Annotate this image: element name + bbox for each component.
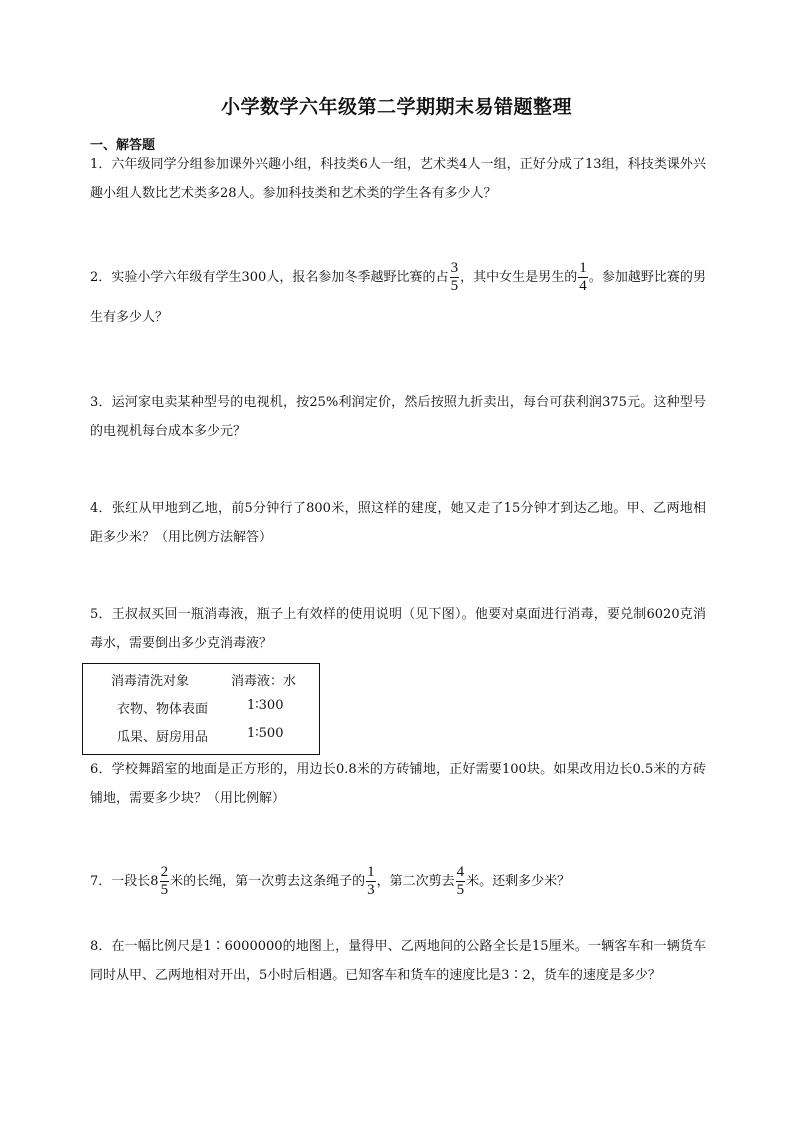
fraction-numerator: 3 [450,260,459,276]
fraction-numerator: 4 [456,864,465,880]
question-number: 5． [90,607,112,622]
question-text: 王叔叔买回一瓶消毒液，瓶子上有效样的使用说明（见下图）。他要对桌面进行消毒，要兑制6020克消毒水，需要倒出多少克消毒液？ [90,607,706,651]
question-8 [90,932,706,990]
table-cell: 1∶500 [247,726,284,741]
fraction [160,864,170,899]
fraction-denominator: 5 [160,882,169,898]
question-number: 4． [90,501,112,516]
question-text-part: 米。还剩多少米？ [466,874,571,889]
table-cell: 1∶300 [247,698,284,713]
question-text-part: ，第二次剪去 [376,874,455,889]
table-cell: 衣物、物体表面 [117,702,209,717]
table-header: 消毒清洗对象 [111,674,190,689]
question-number: 2． [90,270,112,285]
fraction-denominator: 5 [450,278,459,294]
table-header: 消毒液：水 [231,674,297,689]
question-text-part: 。参加越野比赛的男生有多少人？ [90,270,706,325]
table-row [83,698,319,718]
table-header-row [83,670,319,690]
fraction [366,864,376,899]
question-text-part: 一段长8 [111,874,159,889]
question-7 [90,862,706,902]
question-text: 在一幅比例尺是1∶6000000的地图上，量得甲、乙两地间的公路全长是15厘米。一辆客车和一辆货车同时从甲、乙两地相对开出，5小时后相遇。已知客车和货车的速度比是3∶2，货车的速度是多少？ [90,939,706,983]
question-text: 张红从甲地到乙地，前5分钟行了800米，照这样的建度，她又走了15分钟才到达乙地。甲、乙两地相距多少米？（用比例方法解答） [90,501,706,545]
question-number: 1． [90,157,112,172]
question-number: 7． [90,874,112,889]
question-6 [90,755,706,813]
fraction [456,864,466,899]
fraction-numerator: 2 [160,864,169,880]
question-number: 3． [90,395,112,410]
fraction-numerator: 1 [579,260,587,276]
fraction [450,260,460,295]
question-text-part: ，其中女生是男生的 [460,270,578,285]
fraction-denominator: 3 [367,882,375,898]
table-cell: 瓜果、厨房用品 [117,730,209,745]
question-3 [90,388,706,446]
question-number: 6． [90,762,112,777]
question-2 [90,258,706,338]
disinfectant-usage-table [82,663,320,755]
question-text: 六年级同学分组参加课外兴趣小组，科技类6人一组，艺术类4人一组，正好分成了13组，科技类课外兴趣小组人数比艺术类多28人。参加科技类和艺术类的学生各有多少人？ [90,157,706,201]
table-row [83,726,319,746]
page-title: 小学数学六年级第二学期期末易错题整理 [220,96,572,118]
question-4 [90,494,706,552]
question-number: 8． [90,939,112,954]
fraction-numerator: 1 [367,864,375,880]
fraction-denominator: 4 [579,278,587,294]
question-text-part: 米的长绳，第一次剪去这条绳子的 [170,874,366,889]
fraction [578,260,588,295]
section-heading: 一、解答题 [90,138,156,153]
fraction-denominator: 5 [456,882,465,898]
question-text: 运河家电卖某种型号的电视机，按25%利润定价，然后按照九折卖出，每台可获利润375元。这种型号的电视机每台成本多少元？ [90,395,706,439]
question-text: 学校舞蹈室的地面是正方形的，用边长0.8米的方砖铺地，正好需要100块。如果改用边长0.5米的方砖铺地，需要多少块？（用比例解） [90,762,706,806]
question-text-part: 实验小学六年级有学生300人，报名参加冬季越野比赛的占 [111,270,449,285]
question-1 [90,150,706,208]
question-5 [90,600,706,658]
